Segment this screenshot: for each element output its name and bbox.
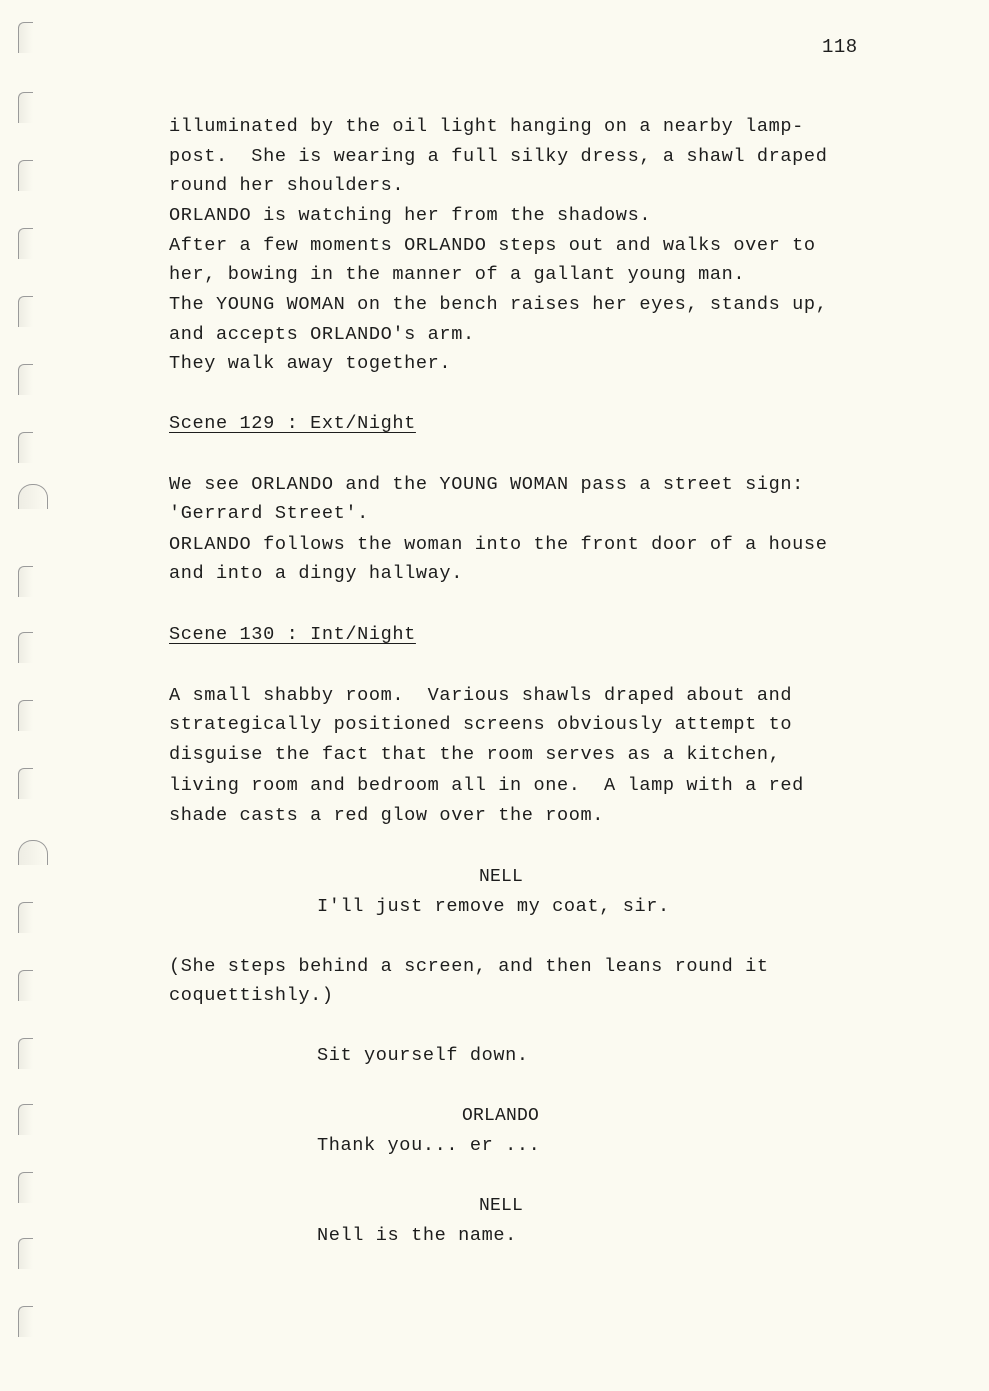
stage-direction: (She steps behind a screen, and then leans round it: [169, 956, 769, 977]
action-line: round her shoulders.: [169, 175, 405, 196]
action-line: A small shabby room. Various shawls draped about and: [169, 685, 793, 706]
binder-hole-icon: [18, 1306, 33, 1337]
action-line: strategically positioned screens obviously attempt to: [169, 714, 793, 735]
dialogue-line: Nell is the name.: [317, 1225, 517, 1246]
binder-hole-icon: [18, 432, 33, 463]
scene-heading: Scene 129 : Ext/Night: [169, 413, 416, 434]
action-line: illuminated by the oil light hanging on a nearby lamp-: [169, 116, 804, 137]
binder-hole-icon: [18, 970, 33, 1001]
action-line: and accepts ORLANDO's arm.: [169, 324, 475, 345]
binder-hole-icon: [18, 160, 33, 191]
binder-hole-icon: [18, 364, 33, 395]
stage-direction: coquettishly.): [169, 985, 334, 1006]
action-line: 'Gerrard Street'.: [169, 503, 369, 524]
page-number: 118: [822, 36, 858, 58]
action-line: The YOUNG WOMAN on the bench raises her eyes, stands up,: [169, 294, 828, 315]
binder-hole-icon: [18, 1238, 33, 1269]
action-line: her, bowing in the manner of a gallant young man.: [169, 264, 746, 285]
dialogue-line: Sit yourself down.: [317, 1045, 529, 1066]
binder-hole-icon: [18, 1038, 33, 1069]
dialogue-line: I'll just remove my coat, sir.: [317, 896, 670, 917]
binder-hole-icon: [18, 1172, 33, 1203]
binder-ring-icon: [18, 840, 48, 865]
binder-hole-icon: [18, 566, 33, 597]
dialogue-line: Thank you... er ...: [317, 1135, 541, 1156]
action-line: After a few moments ORLANDO steps out and walks over to: [169, 235, 816, 256]
binder-holes: [0, 0, 60, 1391]
binder-hole-icon: [18, 632, 33, 663]
binder-hole-icon: [18, 902, 33, 933]
action-line: They walk away together.: [169, 353, 452, 374]
action-line: We see ORLANDO and the YOUNG WOMAN pass a street sign:: [169, 474, 804, 495]
action-line: and into a dingy hallway.: [169, 563, 463, 584]
binder-hole-icon: [18, 1104, 33, 1135]
binder-hole-icon: [18, 92, 33, 123]
binder-hole-icon: [18, 700, 33, 731]
character-name: NELL: [479, 1196, 524, 1216]
character-name: ORLANDO: [462, 1106, 540, 1126]
action-line: disguise the fact that the room serves as a kitchen,: [169, 744, 781, 765]
action-line: ORLANDO follows the woman into the front door of a house: [169, 534, 828, 555]
character-name: NELL: [479, 867, 524, 887]
action-line: shade casts a red glow over the room.: [169, 805, 605, 826]
binder-hole-icon: [18, 228, 33, 259]
binder-hole-icon: [18, 22, 33, 53]
binder-hole-icon: [18, 296, 33, 327]
action-line: living room and bedroom all in one. A lamp with a red: [169, 775, 804, 796]
scene-heading: Scene 130 : Int/Night: [169, 624, 416, 645]
action-line: ORLANDO is watching her from the shadows.: [169, 205, 652, 226]
binder-ring-icon: [18, 484, 48, 509]
action-line: post. She is wearing a full silky dress, a shawl draped: [169, 146, 828, 167]
binder-hole-icon: [18, 768, 33, 799]
